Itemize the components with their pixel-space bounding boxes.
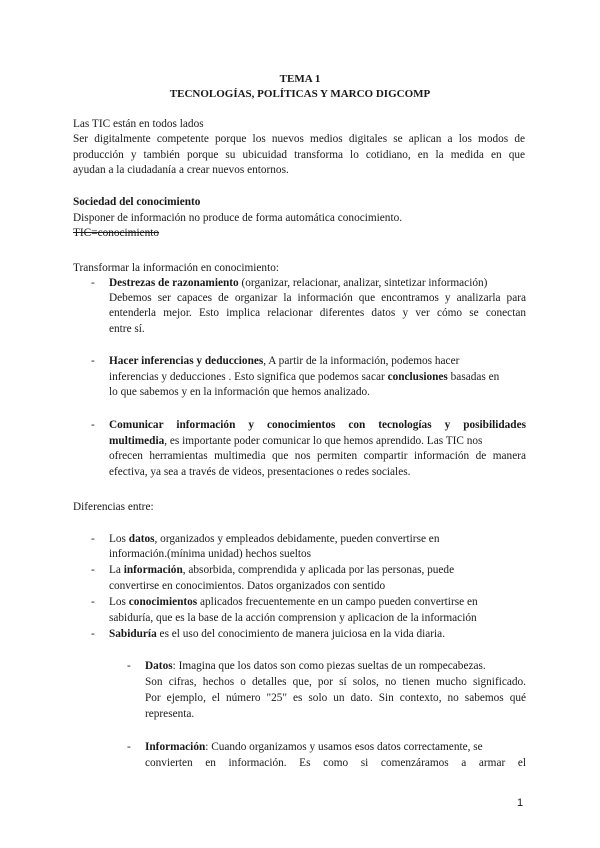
sub-informacion-line-1 bbox=[145, 740, 483, 755]
bullet-inferencias-line-2-tail: basadas en bbox=[447, 371, 500, 383]
diferencia-datos-line-1 bbox=[109, 532, 439, 547]
diferencia-informacion-line-1 bbox=[109, 563, 454, 578]
bullet-dash: - bbox=[91, 419, 95, 431]
sub-datos-bold: Datos bbox=[145, 660, 173, 672]
intro-line-2: producción y también porque su ubicuidad transforma lo cotidiano, en la medida en que bbox=[73, 149, 525, 161]
diferencia-informacion-pre: La bbox=[109, 564, 124, 576]
bullet-destrezas-line-4: entre sí. bbox=[109, 323, 145, 335]
diferencia-informacion-rest: , absorbida, comprendida y aplicada por las personas, puede bbox=[182, 564, 455, 576]
bullet-comunicar-line-2-rest: , es importante poder comunicar lo que hemos aprendido. Las TIC nos bbox=[164, 435, 483, 447]
sociedad-heading: Sociedad del conocimiento bbox=[73, 196, 201, 208]
sub-informacion-rest: : Cuando organizamos y usamos esos datos correctamente, se bbox=[205, 741, 483, 753]
sub-datos-line-2: Son cifras, hechos o detalles que, por sí solos, no tienen mucho significado. bbox=[145, 676, 526, 688]
page-number: 1 bbox=[517, 797, 524, 809]
sub-informacion-bold: Información bbox=[145, 741, 206, 753]
bullet-destrezas-bold: Destrezas de razonamiento bbox=[109, 277, 239, 289]
bullet-dash: - bbox=[91, 277, 95, 289]
diferencias-lead: Diferencias entre: bbox=[73, 501, 154, 513]
bullet-destrezas-line-2: Debemos ser capaces de organizar la información que encontramos y analizarla para bbox=[109, 292, 526, 304]
sabiduria-bold: Sabiduría bbox=[109, 628, 157, 640]
transformar-lead: Transformar la información en conocimiento: bbox=[73, 262, 280, 274]
intro-line-3: ayudan a la ciudadanía a crear nuevos entornos. bbox=[73, 164, 289, 176]
bullet-comunicar-line-2 bbox=[109, 434, 482, 449]
document-title-line2: TECNOLOGÍAS, POLÍTICAS Y MARCO DIGCOMP bbox=[169, 88, 431, 100]
diferencia-conocimientos-rest: aplicados frecuentemente en un campo pueden convertirse en bbox=[197, 596, 478, 608]
bullet-inferencias-line-2-text: inferencias y deducciones . Esto significa que podemos sacar bbox=[109, 371, 388, 383]
diferencia-informacion-line-2: convertirse en conocimientos. Datos organizados con sentido bbox=[109, 580, 386, 592]
diferencia-datos-rest: , organizados y empleados debidamente, pueden convertirse en bbox=[154, 533, 440, 545]
sub-bullet-dash: - bbox=[127, 741, 131, 753]
diferencia-sabiduria-rest: es el uso del conocimiento de manera juiciosa en la vida diaria. bbox=[156, 628, 446, 640]
sociedad-struck-text: TIC=conocimiento bbox=[73, 227, 160, 239]
bullet-destrezas-line-1 bbox=[109, 276, 487, 291]
sub-datos-line-3: Por ejemplo, el número "25" es solo un dato. Sin contexto, no sabemos qué bbox=[145, 692, 526, 704]
bullet-comunicar-line-4: efectiva, ya sea a través de videos, presentaciones o redes sociales. bbox=[109, 466, 411, 478]
sub-datos-line-1 bbox=[145, 659, 486, 674]
intro-heading: Las TIC están en todos lados bbox=[73, 118, 204, 130]
sub-informacion-line-2: convierten en información. Es como si comenzáramos a armar el bbox=[145, 757, 526, 769]
sub-datos-rest: : Imagina que los datos son como piezas sueltas de un rompecabezas. bbox=[172, 660, 486, 672]
bullet-dash: - bbox=[91, 355, 95, 367]
bullet-inferencias-line-3: lo que sabemos y en la información que hemos analizado. bbox=[109, 386, 371, 398]
sub-datos-line-4: representa. bbox=[145, 708, 195, 720]
bullet-inferencias-bold: Hacer inferencias y deducciones bbox=[109, 355, 264, 367]
bullet-dash: - bbox=[91, 628, 95, 640]
diferencia-conocimientos-pre: Los bbox=[109, 596, 129, 608]
datos-bold: datos bbox=[128, 533, 155, 545]
bullet-dash: - bbox=[91, 564, 95, 576]
sociedad-line-1: Disponer de información no produce de forma automática conocimiento. bbox=[73, 212, 403, 224]
bullet-inferencias-line-1 bbox=[109, 354, 459, 369]
diferencia-sabiduria-line-1 bbox=[109, 627, 445, 642]
diferencia-datos-pre: Los bbox=[109, 533, 129, 545]
conclusiones-bold: conclusiones bbox=[387, 371, 448, 383]
sub-bullet-dash: - bbox=[127, 660, 131, 672]
intro-line-1: Ser digitalmente competente porque los nuevos medios digitales se aplican a los modos de bbox=[73, 133, 525, 145]
bullet-dash: - bbox=[91, 533, 95, 545]
diferencia-conocimientos-line-1 bbox=[109, 595, 478, 610]
bullet-dash: - bbox=[91, 596, 95, 608]
bullet-comunicar-line-3: ofrecen herramientas multimedia que nos permiten compartir información de manera bbox=[109, 450, 526, 462]
bullet-destrezas-line-3: entenderla mejor. Esto implica relacionar diferentes datos y ver cómo se conectan bbox=[109, 307, 526, 319]
bullet-destrezas-rest: (organizar, relacionar, analizar, sintetizar información) bbox=[238, 277, 488, 289]
informacion-bold: información bbox=[123, 564, 183, 576]
diferencia-conocimientos-line-2: sabiduría, que es la base de la acción comprension y aplicacion de la información bbox=[109, 612, 477, 624]
bullet-inferencias-line-2 bbox=[109, 370, 499, 385]
multimedia-bold: multimedia bbox=[109, 435, 165, 447]
bullet-inferencias-rest: , A partir de la información, podemos hacer bbox=[263, 355, 460, 367]
diferencia-datos-line-2: información.(mínima unidad) hechos sueltos bbox=[109, 548, 312, 560]
conocimientos-bold: conocimientos bbox=[128, 596, 198, 608]
bullet-comunicar-line-1: Comunicar información y conocimientos con tecnologías y posibilidades bbox=[109, 419, 526, 431]
document-title-line1: TEMA 1 bbox=[279, 73, 321, 85]
